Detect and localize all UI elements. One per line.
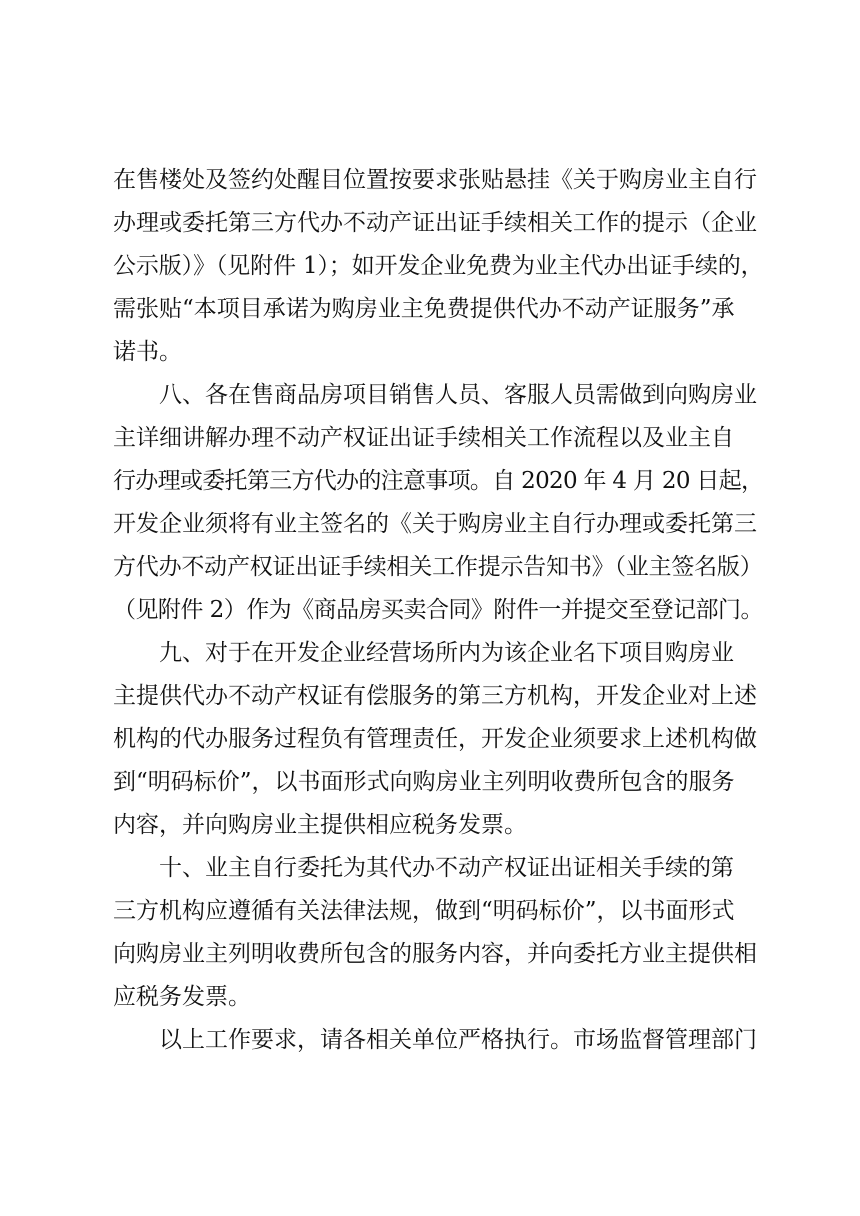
text-line: 公示版）》（见附件 1）；如开发企业免费为业主代办出证手续的，	[113, 253, 764, 279]
text-line: 主详细讲解办理不动产权证出证手续相关工作流程以及业主自	[113, 425, 734, 451]
text-line: 行办理或委托第三方代办的注意事项。自 2020 年 4 月 20 日起，	[113, 468, 764, 494]
text-line: 内容，并向购房业主提供相应税务发票。	[113, 812, 527, 838]
text-line: 应税务发票。	[113, 984, 251, 1010]
text-line: 开发企业须将有业主签名的《关于购房业主自行办理或委托第三	[113, 511, 757, 537]
text-line: 诺书。	[113, 339, 182, 365]
text-line: 以上工作要求，请各相关单位严格执行。市场监督管理部门	[113, 1027, 757, 1053]
text-line: 向购房业主列明收费所包含的服务内容，并向委托方业主提供相	[113, 941, 757, 967]
text-line: 方代办不动产权证出证手续相关工作提示告知书》（业主签名版）	[113, 554, 763, 580]
text-line: 办理或委托第三方代办不动产证出证手续相关工作的提示（企业	[113, 210, 757, 236]
text-line: 三方机构应遵循有关法律法规，做到“明码标价”，以书面形式	[113, 898, 735, 924]
text-line: 八、各在售商品房项目销售人员、客服人员需做到向购房业	[113, 382, 757, 408]
text-line: 九、对于在开发企业经营场所内为该企业名下项目购房业	[113, 640, 734, 666]
text-line: 需张贴“本项目承诺为购房业主免费提供代办不动产证服务”承	[113, 296, 735, 322]
text-line: （见附件 2）作为《商品房买卖合同》附件一并提交至登记部门。	[113, 597, 763, 623]
text-line: 十、业主自行委托为其代办不动产权证出证相关手续的第	[113, 855, 734, 881]
text-line: 到“明码标价”，以书面形式向购房业主列明收费所包含的服务	[113, 769, 735, 795]
text-line: 机构的代办服务过程负有管理责任，开发企业须要求上述机构做	[113, 726, 757, 752]
text-line: 在售楼处及签约处醒目位置按要求张贴悬挂《关于购房业主自行	[113, 167, 757, 193]
text-line: 主提供代办不动产权证有偿服务的第三方机构，开发企业对上述	[113, 683, 757, 709]
